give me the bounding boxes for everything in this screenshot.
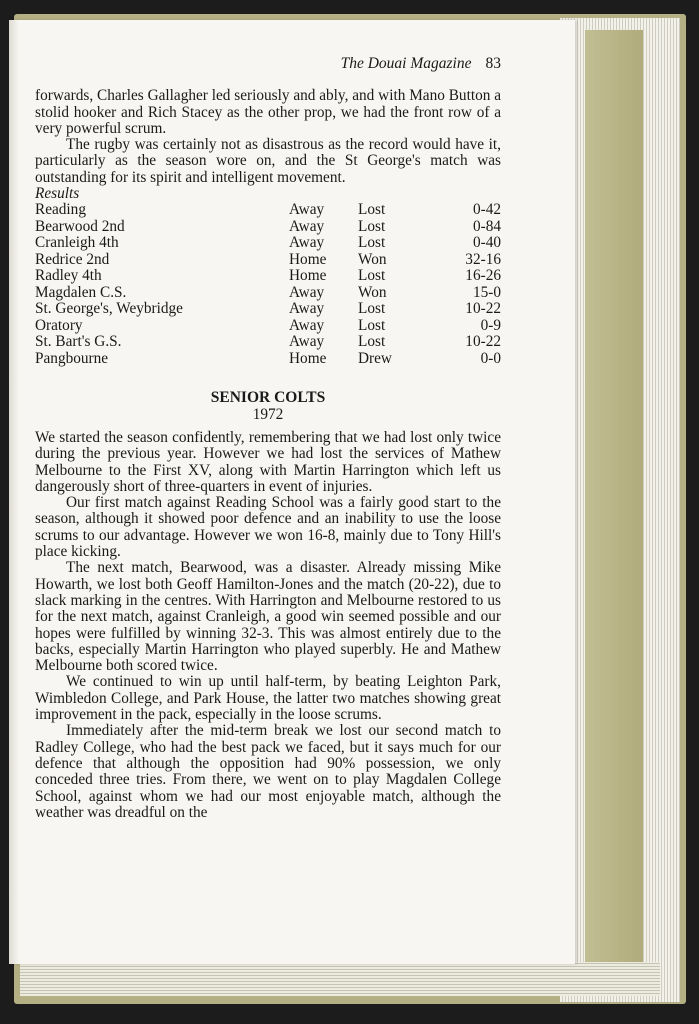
results-venue: Away — [289, 201, 325, 219]
results-row — [35, 235, 501, 252]
results-team: Reading — [35, 201, 86, 219]
results-outcome: Won — [358, 283, 387, 301]
results-row — [35, 318, 501, 335]
results-team: St. George's, Weybridge — [35, 300, 183, 318]
results-team: Radley 4th — [35, 267, 102, 285]
results-venue: Away — [289, 234, 325, 252]
results-venue: Home — [289, 349, 327, 367]
intro-paragraph-2: The rugby was certainly not as disastrous as the record would have it, particularly as the season wore on, and the St George's match was outstanding for its spirit and intelligent movement. — [35, 136, 501, 186]
results-score: 0-42 — [472, 201, 501, 219]
results-score: 10-22 — [465, 333, 501, 351]
results-row — [35, 285, 501, 302]
section-title: SENIOR COLTS — [210, 389, 326, 407]
results-venue: Away — [289, 283, 325, 301]
section-year: 1972 — [252, 405, 284, 423]
results-team: Oratory — [35, 316, 83, 334]
magazine-page — [9, 20, 575, 964]
running-header — [35, 56, 501, 72]
results-score: 10-22 — [465, 300, 501, 318]
results-outcome: Drew — [358, 349, 392, 367]
results-row — [35, 252, 501, 269]
results-table — [35, 202, 501, 378]
body-paragraph-5: Immediately after the mid-term break we lost our second match to Radley College, who had the best pack we faced, but it says much for our defence that although the opposition had 90% possession, we only conceded three tries. From there, we went on to play Magdalen College School, against whom we had our most enjoyable match, although the weather was dreadful on the — [35, 722, 501, 821]
results-row — [35, 351, 501, 368]
results-score: 0-40 — [472, 234, 501, 252]
text-column — [35, 56, 501, 821]
results-outcome: Lost — [358, 300, 386, 318]
page-gutter-shadow — [9, 20, 19, 964]
results-team: Cranleigh 4th — [35, 234, 119, 252]
body-paragraph-1: We started the season confidently, remembering that we had lost only twice during the previous year. However we had lost the services of Mathew Melbourne to the First XV, along with Martin Harrington which left us dangerously short of three-quarters in event of injuries. — [35, 428, 501, 495]
page-edges-bottom — [20, 962, 660, 996]
results-venue: Home — [289, 250, 327, 268]
results-heading: Results — [35, 185, 80, 203]
results-venue: Away — [289, 300, 325, 318]
results-outcome: Lost — [358, 234, 386, 252]
results-team: St. Bart's G.S. — [35, 333, 122, 351]
page-number: 83 — [485, 55, 501, 72]
results-team: Pangbourne — [35, 349, 109, 367]
results-outcome: Won — [358, 250, 387, 268]
body-paragraph-4: We continued to win up until half-term, by beating Leighton Park, Wimbledon College, and Park House, the latter two matches showing great improvement in the pack, especially in the loose scrums. — [35, 673, 501, 724]
results-venue: Away — [289, 316, 325, 334]
results-row — [35, 202, 501, 219]
results-outcome: Lost — [358, 201, 386, 219]
magazine-title: The Douai Magazine — [340, 55, 472, 72]
results-outcome: Lost — [358, 217, 386, 235]
results-row — [35, 219, 501, 236]
results-score: 32-16 — [465, 250, 501, 268]
results-score: 0-84 — [472, 217, 501, 235]
intro-paragraph-1: forwards, Charles Gallagher led seriously and ably, and with Mano Button a stolid hooker and Rich Stacey as the other prop, we had the front row of a very powerful scrum. — [35, 87, 501, 137]
results-row — [35, 268, 501, 285]
results-team: Bearwood 2nd — [35, 217, 125, 235]
results-row — [35, 301, 501, 318]
results-score: 0-9 — [480, 316, 501, 334]
results-score: 15-0 — [472, 283, 501, 301]
cover-edge-strip — [585, 30, 643, 990]
results-score: 0-0 — [480, 349, 501, 367]
results-venue: Away — [289, 333, 325, 351]
body-paragraph-3: The next match, Bearwood, was a disaster. Already missing Mike Howarth, we lost both Geoff Hamilton-Jones and the match (20-22), due to slack marking in the centres. With Harrington and Melbourne restored to us for the next match, against Cranleigh, a good win seemed possible and our hopes were fulfilled by winning 32-3. This was almost entirely due to the backs, especially Martin Harrington who played superbly. He and Mathew Melbourne both scored twice. — [35, 559, 501, 675]
results-row — [35, 334, 501, 351]
results-venue: Home — [289, 267, 327, 285]
results-outcome: Lost — [358, 316, 386, 334]
body-paragraph-2: Our first match against Reading School was a fairly good start to the season, although it showed poor defence and an inability to use the loose scrums to our advantage. However we won 16-8, mainly due to Tony Hill's place kicking. — [35, 494, 501, 561]
results-team: Magdalen C.S. — [35, 283, 127, 301]
results-score: 16-26 — [465, 267, 501, 285]
results-outcome: Lost — [358, 333, 386, 351]
results-team: Redrice 2nd — [35, 250, 110, 268]
results-outcome: Lost — [358, 267, 386, 285]
results-venue: Away — [289, 217, 325, 235]
